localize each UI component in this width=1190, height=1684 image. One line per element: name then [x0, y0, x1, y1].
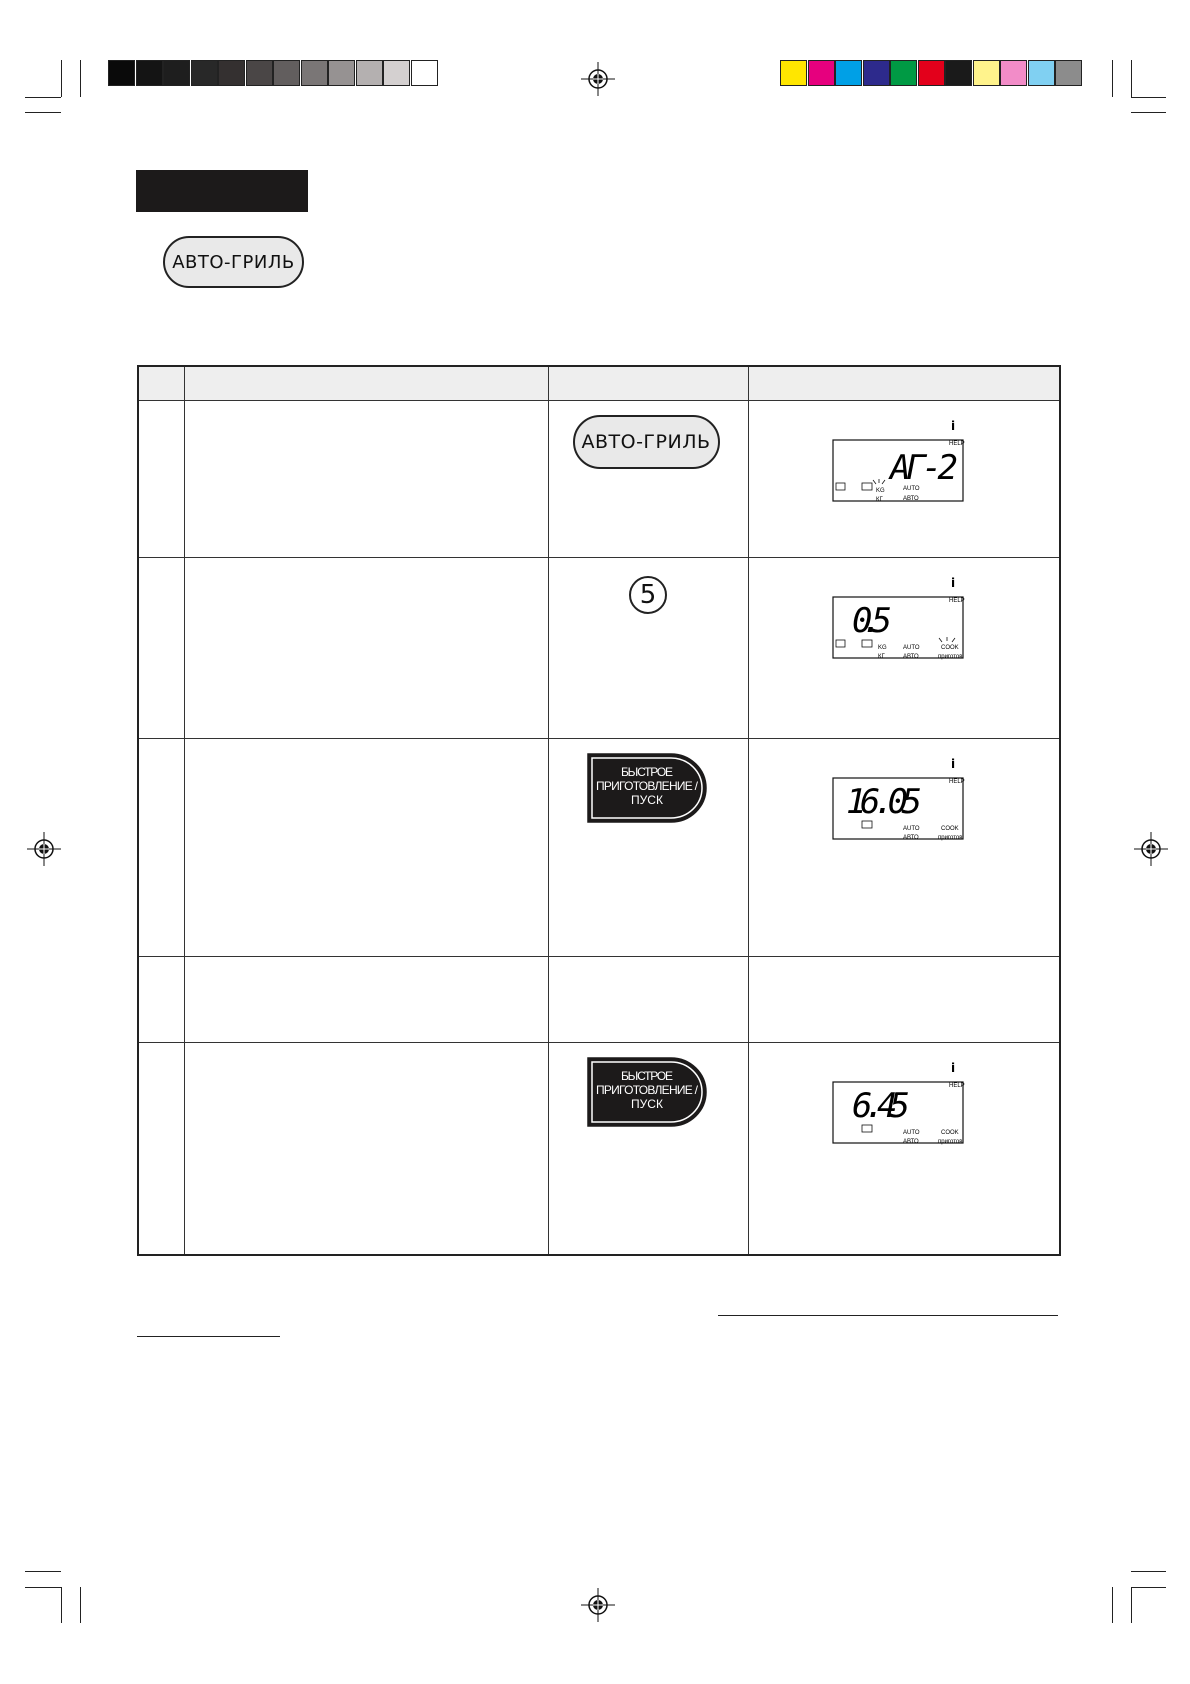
lcd-display [832, 1059, 972, 1149]
crop-mark [1131, 112, 1166, 113]
section-header-bar [136, 170, 308, 212]
crop-mark [25, 1571, 61, 1572]
lcd-label: АВТО [902, 496, 919, 502]
auto-grill-button-label: АВТО-ГРИЛЬ [172, 251, 295, 273]
quick-start-label-line: ПРИГОТОВЛЕНИЕ / [596, 1083, 698, 1097]
crop-mark [1112, 1587, 1113, 1623]
calibration-swatch [780, 60, 807, 86]
step-number-cell [138, 558, 184, 739]
crop-mark [80, 60, 81, 97]
lcd-display [832, 417, 972, 507]
step-number-cell [138, 401, 184, 558]
info-icon: i [950, 1061, 955, 1075]
crop-mark [25, 97, 61, 98]
lcd-label: KG [877, 645, 887, 651]
lcd-label: COOK [940, 1130, 959, 1136]
table-row [138, 739, 1060, 957]
microwave-icon [836, 483, 845, 490]
calibration-swatch [945, 60, 972, 86]
crop-mark [61, 1587, 62, 1623]
display-cell [748, 739, 1060, 957]
calibration-swatch [1000, 60, 1027, 86]
auto-grill-button[interactable] [163, 236, 304, 288]
button-cell [548, 957, 748, 1043]
quick-start-label-line: ПУСК [631, 793, 663, 807]
quick-start-label-line: БЫСТРОЕ [621, 1069, 673, 1083]
lcd-main-readout: 0.5 [851, 601, 892, 641]
display-cell [748, 957, 1060, 1043]
lcd-display [832, 574, 972, 664]
calibration-swatch [356, 60, 383, 86]
grill-icon [862, 483, 872, 490]
lcd-display [832, 755, 972, 845]
calibration-swatch [191, 60, 218, 86]
lcd-label: АВТО [902, 1139, 919, 1145]
procedure-cell [184, 1043, 548, 1255]
lcd-main-readout: АГ-2 [889, 448, 958, 488]
procedure-cell [184, 739, 548, 957]
crop-mark [1131, 97, 1166, 98]
lcd-label: приготов [937, 654, 962, 660]
crop-mark [1131, 1587, 1132, 1623]
crop-mark [1112, 60, 1113, 97]
calibration-swatch [301, 60, 328, 86]
crop-mark [1131, 1587, 1166, 1588]
blink-indicator-icon [873, 479, 885, 484]
calibration-swatch [411, 60, 438, 86]
calibration-swatch [163, 60, 190, 86]
lcd-label: АВТО [902, 654, 919, 660]
lcd-label: KG [875, 488, 885, 494]
header-cell-step [138, 366, 184, 401]
lcd-help-label: HELP [948, 598, 965, 604]
button-cell [548, 558, 748, 739]
header-cell-display [748, 366, 1060, 401]
lcd-main-readout: 16.05 [845, 782, 922, 822]
step-number-cell [138, 739, 184, 957]
microwave-icon [836, 640, 845, 647]
display-cell [748, 401, 1060, 558]
table-row [138, 401, 1060, 558]
grill-icon [862, 640, 872, 647]
registration-target-icon [578, 62, 618, 96]
grill-icon [862, 821, 872, 828]
table-row [138, 558, 1060, 739]
number-button-label: 5 [639, 580, 657, 610]
quick-start-label-line: ПУСК [631, 1097, 663, 1111]
info-icon: i [950, 576, 955, 590]
procedure-cell [184, 558, 548, 739]
lcd-help-label: HELP [948, 779, 965, 785]
step-number-cell [138, 1043, 184, 1255]
button-cell [548, 401, 748, 558]
lcd-label: COOK [940, 645, 959, 651]
lcd-label: АВТО [902, 835, 919, 841]
lcd-label: КГ [875, 497, 883, 503]
lcd-label: КГ [877, 654, 885, 660]
calibration-swatch [108, 60, 135, 86]
calibration-swatch [1028, 60, 1055, 86]
lcd-help-label: HELP [948, 1083, 965, 1089]
table-row [138, 957, 1060, 1043]
button-cell [548, 739, 748, 957]
lcd-label: приготов [937, 835, 962, 841]
number-5-button[interactable] [629, 576, 667, 614]
crop-mark [25, 112, 61, 113]
calibration-swatch [918, 60, 945, 86]
registration-target-icon [578, 1588, 618, 1622]
calibration-swatch [890, 60, 917, 86]
steps-table [137, 365, 1061, 1256]
table-row [138, 1043, 1060, 1255]
crop-mark [61, 60, 62, 97]
quick-start-label-line: ПРИГОТОВЛЕНИЕ / [596, 779, 698, 793]
calibration-swatch [246, 60, 273, 86]
quick-start-button[interactable] [587, 1057, 709, 1127]
step-number-cell [138, 957, 184, 1043]
lcd-main-readout: 6.45 [851, 1086, 910, 1126]
crop-mark [1131, 60, 1132, 97]
lcd-label: AUTO [902, 826, 920, 832]
calibration-swatch [273, 60, 300, 86]
calibration-swatch [808, 60, 835, 86]
header-cell-button [548, 366, 748, 401]
calibration-swatch [383, 60, 410, 86]
crop-mark [1131, 1571, 1166, 1572]
quick-start-label-line: БЫСТРОЕ [621, 765, 673, 779]
crop-mark [80, 1587, 81, 1623]
calibration-swatch [328, 60, 355, 86]
calibration-swatch [835, 60, 862, 86]
registration-target-icon [1131, 832, 1171, 866]
header-cell-procedure [184, 366, 548, 401]
lcd-label: AUTO [902, 486, 920, 492]
calibration-swatch [136, 60, 163, 86]
lcd-label: приготов [937, 1139, 962, 1145]
lcd-help-label: HELP [948, 441, 965, 447]
calibration-swatch [218, 60, 245, 86]
footer-rule-right [718, 1315, 1058, 1316]
auto-grill-button[interactable] [573, 415, 720, 469]
procedure-cell [184, 957, 548, 1043]
footer-rule-left [137, 1336, 280, 1337]
lcd-label: AUTO [902, 1130, 920, 1136]
lcd-label: COOK [940, 826, 959, 832]
display-cell [748, 558, 1060, 739]
button-cell [548, 1043, 748, 1255]
calibration-swatch [973, 60, 1000, 86]
calibration-swatch [1055, 60, 1082, 86]
display-cell [748, 1043, 1060, 1255]
table-header-row [138, 366, 1060, 401]
info-icon: i [950, 419, 955, 433]
procedure-cell [184, 401, 548, 558]
grill-icon [862, 1125, 872, 1132]
info-icon: i [950, 757, 955, 771]
registration-target-icon [24, 832, 64, 866]
lcd-label: AUTO [902, 645, 920, 651]
quick-start-button[interactable] [587, 753, 709, 823]
blink-indicator-icon [939, 637, 955, 642]
calibration-swatch [863, 60, 890, 86]
crop-mark [25, 1587, 61, 1588]
auto-grill-button-label: АВТО-ГРИЛЬ [581, 431, 711, 453]
